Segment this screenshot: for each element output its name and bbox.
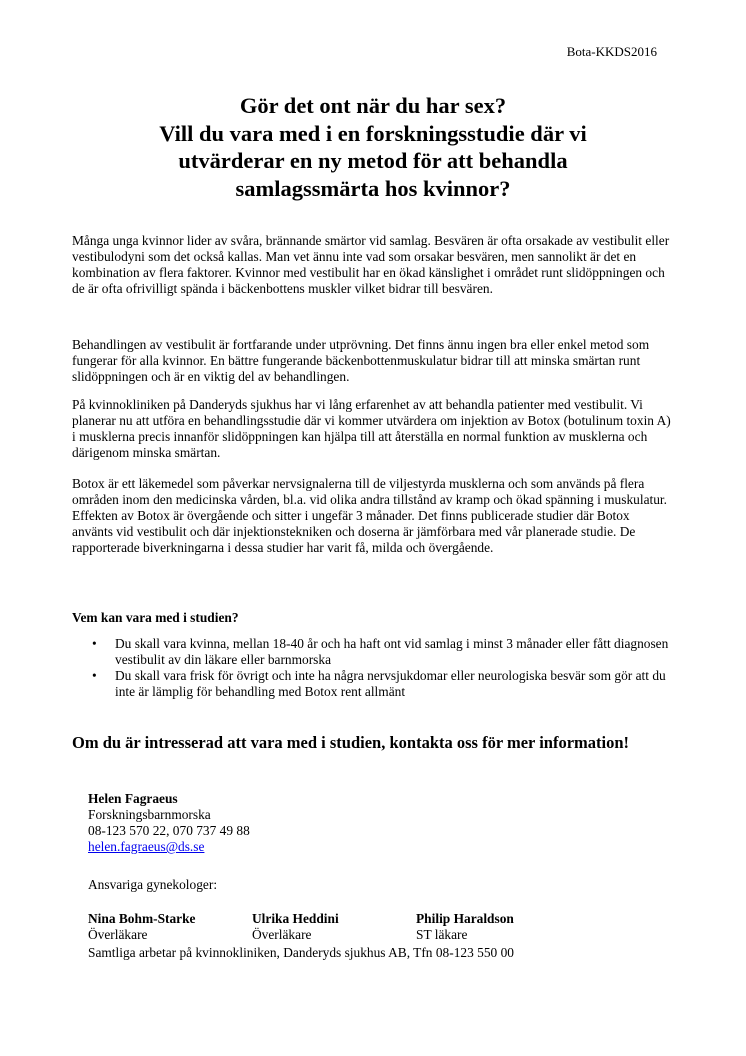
title-line: utvärderar en ny metod för att behandla [178,148,568,173]
list-item-text: Du skall vara kvinna, mellan 18-40 år och ha haft ont vid samlag i minst 3 månader eller fått diagnosen vestibulit av din läkare eller barnmorska [115,636,669,667]
title-line: Gör det ont när du har sex? [239,93,507,118]
doctor-name: Philip Haraldson [416,911,514,926]
contact-phone: 08-123 570 22, 070 737 49 88 [88,823,250,838]
list-item [72,636,672,668]
doctor-name: Nina Bohm-Starke [88,911,196,926]
list-item [72,668,672,700]
footer-note: Samtliga arbetar på kvinnokliniken, Danderyds sjukhus AB, Tfn 08-123 550 00 [88,945,514,960]
doctor-title: Överläkare [252,927,312,942]
contact-call-to-action: Om du är intresserad att vara med i studien, kontakta oss för mer information! [72,733,630,752]
doctor-title: Överläkare [88,927,148,942]
intro-paragraph: Många unga kvinnor lider av svåra, brännande smärtor vid samlag. Besvären är ofta orsakade av vestibulit eller vestibulodyni som det också kallas. Man vet ännu inte vad som orsakar besvären, men sannolikt är det en kombination av flera faktorer. Kvinnor med vestibulit har en ökad känslighet i området runt slidöppningen och de är ofta ofrivilligt spända i bäckenbottens muskler vilket bidrar till besvären. [72,233,670,296]
eligibility-list [72,636,672,700]
doctor-entry [416,911,514,943]
bullet-icon: • [92,636,97,651]
bullet-icon: • [92,668,97,683]
contact-block [88,791,250,855]
document-reference: Bota-KKDS2016 [566,44,657,59]
doctor-entry [88,911,196,943]
eligibility-heading: Vem kan vara med i studien? [72,610,239,625]
doctor-entry [252,911,339,943]
contact-name: Helen Fagraeus [88,791,178,806]
list-item-text: Du skall vara frisk för övrigt och inte ha några nervsjukdomar eller neurologiska besvär som gör att du inte är lämplig för behandling med Botox rent allmänt [115,668,666,699]
title-line: samlagssmärta hos kvinnor? [235,175,511,201]
contact-role: Forskningsbarnmorska [88,807,211,822]
clinic-paragraph: På kvinnokliniken på Danderyds sjukhus har vi lång erfarenhet av att behandla patienter med vestibulit. Vi planerar nu att utföra en behandlingsstudie där vi kommer utvärdera om injektion av Botox (botulinum toxin A) i musklerna precis innanför slidöppningen kan hjälpa till att återställa en normal funktion av musklerna och därigenom minska smärtan. [72,397,671,460]
doctor-title: ST läkare [416,927,468,942]
title-line: Vill du vara med i en forskningsstudie där vi [159,120,587,146]
treatment-paragraph: Behandlingen av vestibulit är fortfarande under utprövning. Det finns ännu ingen bra eller enkel metod som fungerar för alla kvinnor. En bättre fungerande bäckenbottenmuskulatur bidrar till att minska smärtan runt slidöppningen och är en viktig del av behandlingen. [72,337,650,384]
doctor-name: Ulrika Heddini [252,911,339,926]
contact-email-link[interactable]: helen.fagraeus@ds.se [88,839,205,854]
responsible-label: Ansvariga gynekologer: [88,877,218,892]
botox-paragraph: Botox är ett läkemedel som påverkar nervsignalerna till de viljestyrda musklerna och som används på flera områden inom den medicinska vården, bl.a. vid olika andra tillstånd av kramp och ökad spänning i muskulatur. Effekten av Botox är övergående och sitter i ungefär 3 månader. Det finns publicerade studier där Botox använts vid vestibulit och där injektionstekniken och doserna är jämförbara med vår planerade studie. De rapporterade biverkningarna i dessa studier har varit få, milda och övergående. [72,476,667,555]
page-title [0,92,746,202]
